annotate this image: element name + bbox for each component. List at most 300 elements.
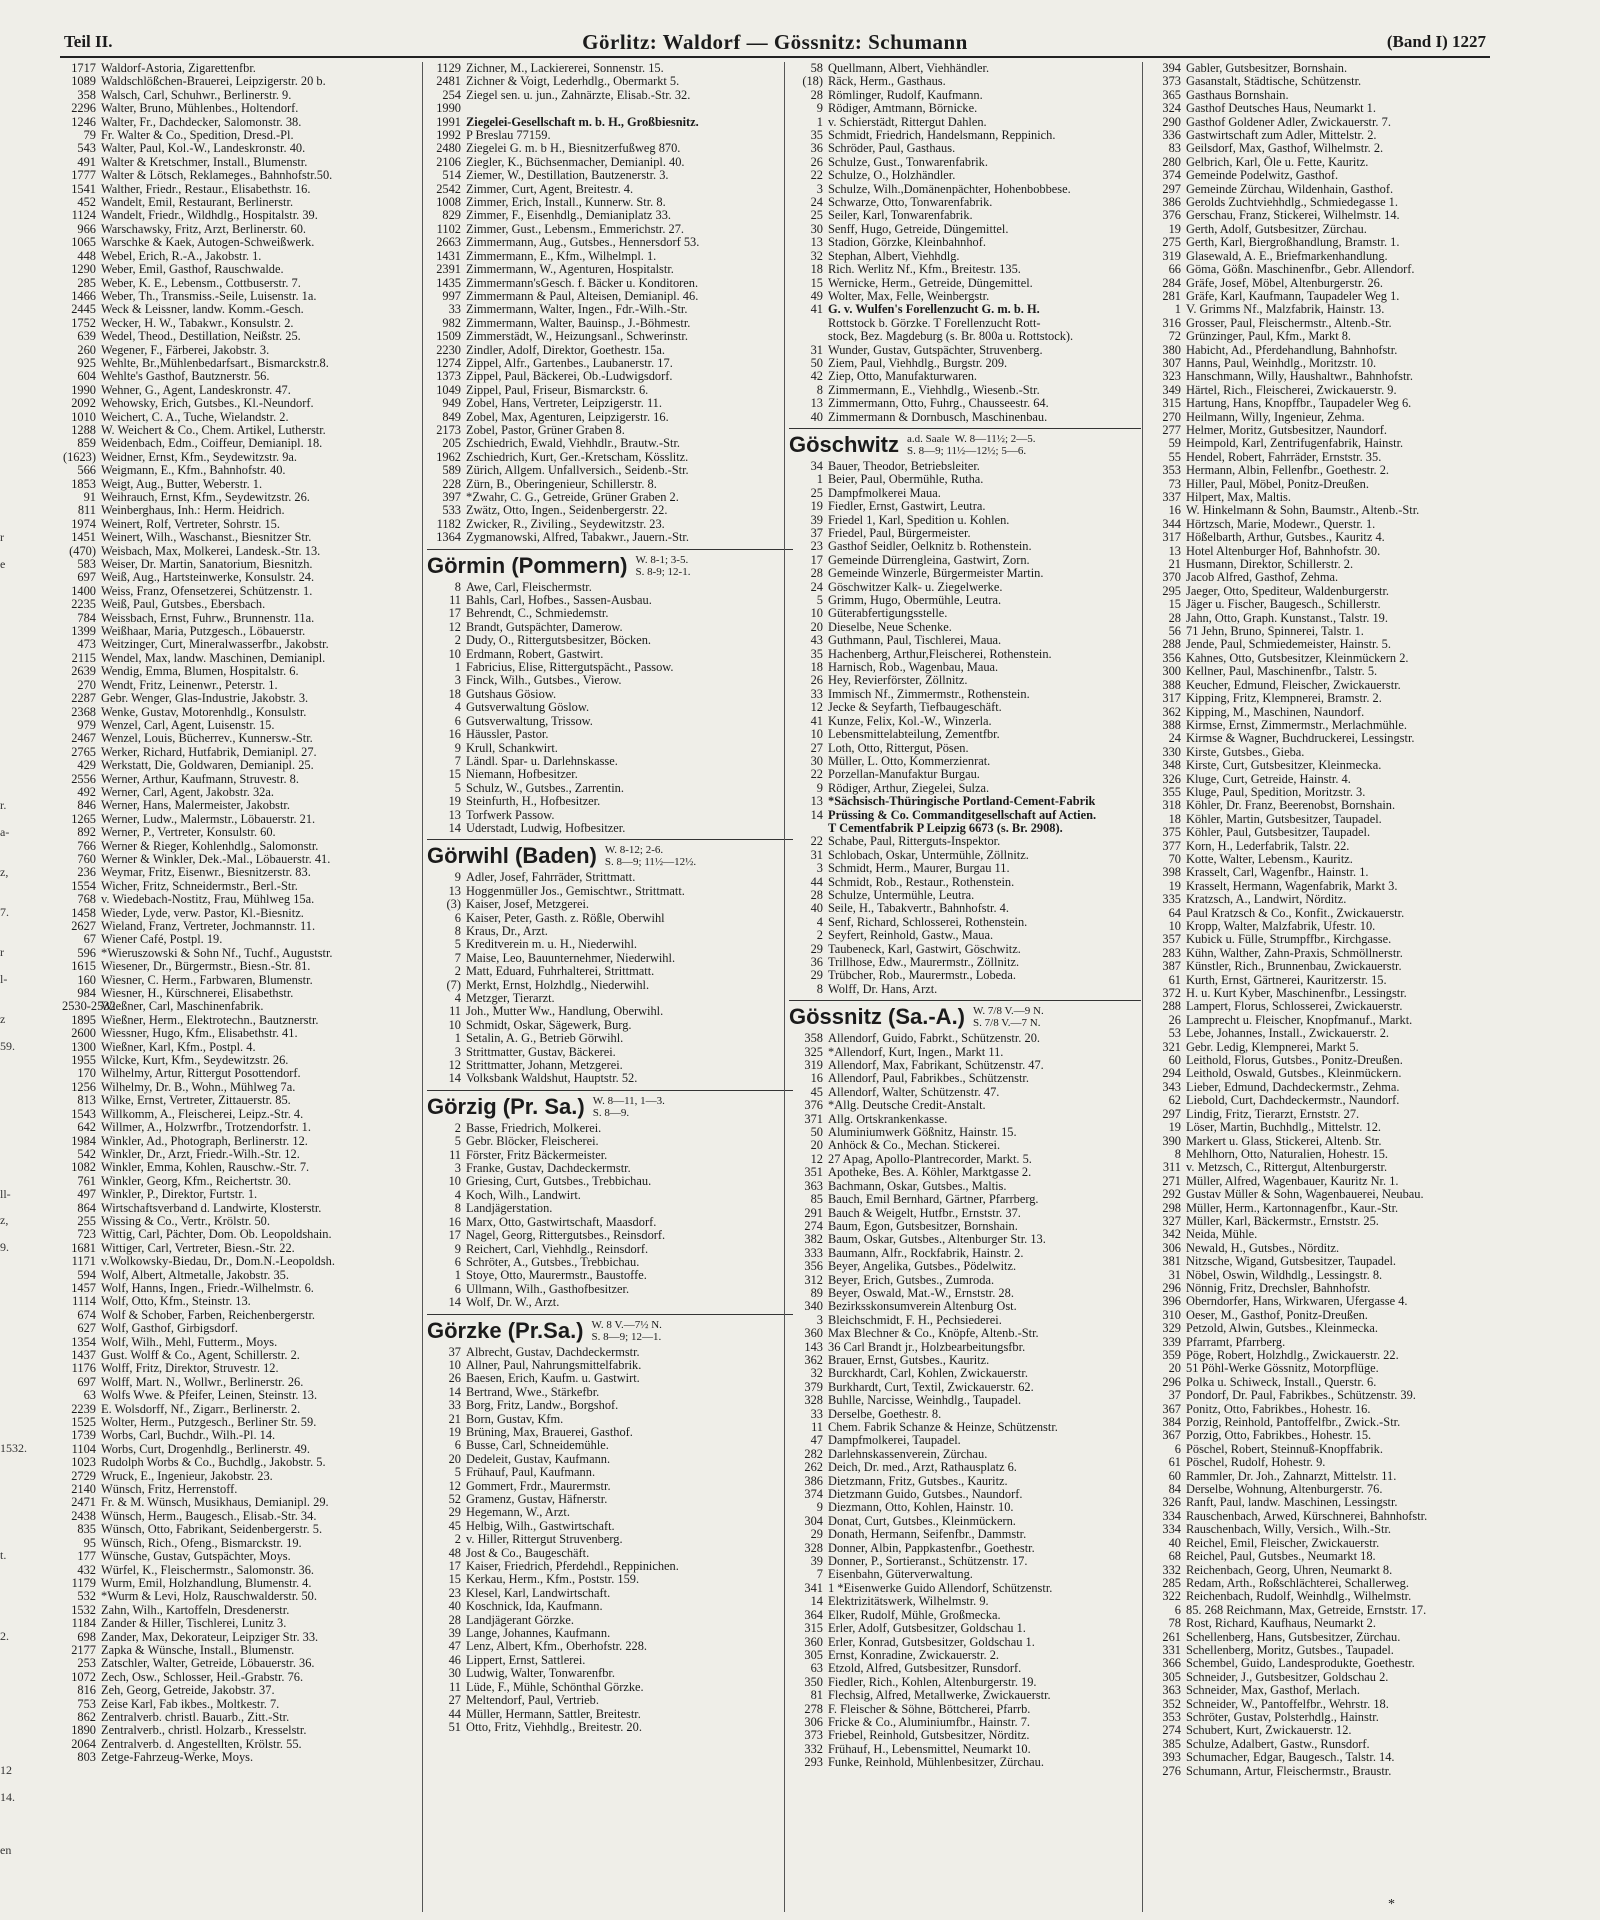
directory-entry	[789, 1153, 1141, 1166]
subscriber-text: Wilke, Ernst, Vertreter, Zittauerstr. 85.	[101, 1094, 291, 1108]
phone-number: 2765	[71, 745, 96, 759]
phone-number: 2235	[71, 598, 96, 612]
subscriber-text: Schröter, A., Gutsbes., Trebbichau.	[466, 1255, 640, 1269]
subscriber-text: Brauer, Ernst, Gutsbes., Kauritz.	[828, 1353, 990, 1367]
phone-number: 753	[77, 1697, 96, 1711]
subscriber-text: Ziegelei G. m. b H., Biesnitzerfußweg 870.	[466, 142, 681, 156]
phone-number: 387	[1162, 960, 1181, 974]
subscriber-text: Schembel, Guido, Landesprodukte, Goethestr.	[1186, 1657, 1415, 1671]
directory-entry	[1147, 1416, 1497, 1429]
phone-number: 13	[448, 808, 461, 822]
subscriber-text: Buhlle, Narcisse, Weinhdlg., Taupadel.	[828, 1394, 1022, 1408]
subscriber-text: Born, Gustav, Kfm.	[466, 1412, 564, 1426]
subscriber-text: Brandt, Gutspächter, Damerow.	[466, 620, 623, 634]
directory-entry	[62, 156, 410, 169]
subscriber-text: G. v. Wulfen's Forellenzucht G. m. b. H.	[828, 303, 1040, 317]
phone-number: 514	[442, 169, 461, 183]
phone-number: 697	[77, 1375, 96, 1389]
subscriber-text: Rudolph Worbs & Co., Buchdlg., Jakobstr. 5.	[101, 1456, 326, 1470]
subscriber-text: Funke, Reinhold, Mühlenbesitzer, Zürchau.	[828, 1756, 1044, 1770]
subscriber-text: Pondorf, Dr. Paul, Fabrikbes., Schützenstr. 39.	[1186, 1389, 1416, 1403]
subscriber-text: Weichert, C. A., Tuche, Wielandstr. 2.	[101, 410, 289, 424]
subscriber-text: Wenzel, Louis, Bücherrev., Kunnersw.-Str.	[101, 732, 313, 746]
phone-number: 270	[77, 678, 96, 692]
subscriber-text: Weiß, Paul, Gutsbes., Ebersbach.	[101, 598, 266, 612]
directory-entry	[62, 223, 410, 236]
phone-number: 1962	[436, 450, 461, 464]
directory-entry	[789, 929, 1141, 942]
phone-number: 306	[804, 1715, 823, 1729]
subscriber-text: Friedel, Paul, Bürgermeister.	[828, 527, 971, 540]
subscriber-text: Stephan, Albert, Viehhdlg.	[828, 249, 960, 263]
subscriber-text: Strittmatter, Johann, Metzgerei.	[466, 1059, 623, 1073]
directory-entry	[789, 755, 1141, 768]
directory-entry	[1147, 1081, 1497, 1094]
directory-entry	[62, 303, 410, 316]
phone-number: 62	[1168, 1094, 1181, 1108]
directory-entry	[1147, 773, 1497, 786]
subscriber-text: Pfarramt, Pfarrberg.	[1186, 1335, 1286, 1349]
directory-entry	[789, 487, 1141, 500]
phone-number: 160	[77, 973, 96, 987]
directory-entry	[1147, 1054, 1497, 1067]
phone-number: 5	[454, 938, 461, 952]
phone-number: 274	[804, 1219, 823, 1233]
directory-entry	[789, 1247, 1141, 1260]
phone-number: 849	[442, 410, 461, 424]
phone-number: 283	[1162, 946, 1181, 960]
subscriber-text: Weymar, Fritz, Eisenwr., Biesnitzerstr. 83.	[101, 866, 311, 880]
phone-number: 25	[810, 209, 823, 223]
directory-entry	[789, 835, 1141, 848]
subscriber-text: Gelbrich, Karl, Öle u. Fette, Kauritz.	[1186, 155, 1369, 169]
phone-number: 2296	[71, 102, 96, 116]
directory-entry	[789, 116, 1141, 129]
subscriber-text: Weidner, Ernst, Kfm., Seydewitzstr. 9a.	[101, 450, 298, 464]
directory-entry	[427, 303, 793, 316]
directory-entry	[62, 558, 410, 571]
directory-entry	[427, 1708, 793, 1721]
directory-entry	[1147, 598, 1497, 611]
subscriber-text: Etzold, Alfred, Gutsbesitzer, Runsdorf.	[828, 1662, 1022, 1676]
subscriber-text: Schneider, Max, Gasthof, Merlach.	[1186, 1684, 1360, 1698]
subscriber-text: Beyer, Angelika, Gutsbes., Pödelwitz.	[828, 1260, 1017, 1274]
directory-entry	[789, 384, 1141, 397]
directory-entry	[1147, 1711, 1497, 1724]
directory-entry	[62, 1242, 410, 1255]
directory-entry	[789, 969, 1141, 982]
subscriber-text: Schröter, Gustav, Polsterhdlg., Hainstr.	[1186, 1710, 1379, 1724]
directory-entry	[789, 876, 1141, 889]
phone-number: 25	[810, 486, 823, 500]
directory-entry	[427, 1019, 793, 1032]
subscriber-text: Baumann, Alfr., Rockfabrik, Hainstr. 2.	[828, 1246, 1024, 1260]
phone-number: 255	[77, 1214, 96, 1228]
directory-entry	[427, 129, 793, 142]
phone-number: 864	[77, 1201, 96, 1215]
subscriber-text: Wenzel, Carl, Agent, Luisenstr. 15.	[101, 718, 275, 732]
directory-entry	[427, 1614, 793, 1627]
subscriber-text: Wolf, Wilh., Mehl, Futterm., Moys.	[101, 1335, 278, 1349]
directory-entry	[62, 75, 410, 88]
subscriber-text: Zindler, Adolf, Direktor, Goethestr. 15a.	[466, 343, 665, 357]
subscriber-text: Maise, Leo, Bauunternehmer, Niederwihl.	[466, 951, 676, 965]
subscriber-text: Wolf, Otto, Kfm., Steinstr. 13.	[101, 1295, 251, 1309]
footnote-mark: *	[1388, 1897, 1395, 1912]
phone-number: 1023	[71, 1456, 96, 1470]
phone-number: 20	[810, 1139, 823, 1153]
phone-number: 816	[77, 1684, 96, 1698]
phone-number: 497	[77, 1188, 96, 1202]
subscriber-text: Wunder, Gustav, Gutspächter, Struvenberg.	[828, 343, 1043, 357]
directory-entry	[789, 223, 1141, 236]
directory-entry	[62, 974, 410, 987]
phone-number: 6	[454, 714, 461, 728]
directory-entry	[789, 527, 1141, 540]
subscriber-text: Werner & Rieger, Kohlenhdlg., Salomonstr.	[101, 839, 319, 853]
phone-number: 22	[810, 768, 823, 782]
directory-entry	[1147, 920, 1497, 933]
phone-number: 37	[810, 527, 823, 540]
phone-number: 341	[804, 1581, 823, 1595]
subscriber-text: Zeh, Georg, Getreide, Jakobstr. 37.	[101, 1684, 275, 1698]
directory-entry	[789, 156, 1141, 169]
subscriber-text: Werner, Hans, Malermeister, Jakobstr.	[101, 799, 290, 813]
directory-entry	[62, 344, 410, 357]
subscriber-text: Schellenberg, Moritz, Gutsbes., Taupadel.	[1186, 1643, 1394, 1657]
phone-number: 19	[448, 795, 461, 809]
directory-entry	[427, 1493, 793, 1506]
phone-number: 45	[448, 1519, 461, 1533]
phone-number: 432	[77, 1563, 96, 1577]
phone-number: 19	[1168, 222, 1181, 236]
phone-number: 356	[1162, 651, 1181, 665]
directory-entry	[789, 1448, 1141, 1461]
phone-number: 3	[816, 182, 823, 196]
phone-number: 325	[804, 1045, 823, 1059]
phone-number: 2106	[436, 155, 461, 169]
subscriber-text: Göma, Gößn. Maschinenfbr., Gebr. Allendorf.	[1186, 263, 1415, 277]
subscriber-text: Weisbach, Max, Molkerei, Landesk.-Str. 13.	[101, 544, 321, 558]
subscriber-text: v. Metzsch, C., Rittergut, Altenburgerstr.	[1186, 1161, 1388, 1175]
directory-entry	[427, 1283, 793, 1296]
subscriber-text: Wolf, Dr. W., Arzt.	[466, 1296, 560, 1310]
phone-number: 9	[816, 1501, 823, 1515]
subscriber-text: Hotel Altenburger Hof, Bahnhofstr. 30.	[1186, 544, 1381, 558]
directory-entry	[789, 1180, 1141, 1193]
subscriber-text: Ziegler, K., Büchsenmacher, Demianipl. 40.	[466, 155, 685, 169]
phone-number: 319	[1162, 249, 1181, 263]
subscriber-text: Anhöck & Co., Mechan. Stickerei.	[828, 1139, 1001, 1153]
subscriber-text: P Breslau 77159.	[466, 129, 551, 143]
subscriber-text: Römlinger, Rudolf, Kaufmann.	[828, 88, 983, 102]
directory-entry	[789, 715, 1141, 728]
subscriber-text: Fr. Walter & Co., Spedition, Dresd.-Pl.	[101, 129, 294, 143]
directory-entry	[427, 102, 793, 115]
subscriber-text: Zippel, Paul, Friseur, Bismarckstr. 6.	[466, 383, 649, 397]
subscriber-text: Helmer, Moritz, Gutsbesitzer, Naundorf.	[1186, 423, 1387, 437]
phone-number: 10	[448, 647, 461, 661]
directory-entry	[62, 1604, 410, 1617]
phone-number: 376	[1162, 209, 1181, 223]
directory-entry	[427, 898, 793, 911]
subscriber-text: Bachmann, Oskar, Gutsbes., Maltis.	[828, 1179, 1007, 1193]
subscriber-text: Gerth, Karl, Biergroßhandlung, Bramstr. 1.	[1186, 236, 1400, 250]
directory-entry	[62, 933, 410, 946]
directory-entry	[427, 1162, 793, 1175]
subscriber-text: Zwätz, Otto, Ingen., Seidenbergerstr. 22.	[466, 504, 668, 518]
directory-entry	[427, 1046, 793, 1059]
subscriber-text: Künstler, Rich., Brunnenbau, Zwickauerstr.	[1186, 960, 1402, 974]
subscriber-text: Kirste, Curt, Gutsbesitzer, Kleinmecka.	[1186, 759, 1382, 773]
directory-entry	[1147, 759, 1497, 772]
subscriber-text: Donat, Curt, Gutsbes., Kleinmückern.	[828, 1514, 1016, 1528]
subscriber-text: Wiesner, C. Herm., Farbwaren, Blumenstr.	[101, 973, 313, 987]
phone-number: 388	[1162, 678, 1181, 692]
subscriber-text: Nöbel, Oswin, Wildhdlg., Lessingstr. 8.	[1186, 1268, 1383, 1282]
subscriber-text: Koschnick, Ida, Kaufmann.	[466, 1600, 603, 1614]
directory-entry	[62, 692, 410, 705]
subscriber-text: W. Hinkelmann & Sohn, Baumstr., Altenb.-Str.	[1186, 504, 1420, 518]
directory-entry	[789, 1086, 1141, 1099]
directory-entry	[789, 1756, 1141, 1769]
directory-entry	[427, 89, 793, 102]
phone-number: 291	[804, 1206, 823, 1220]
phone-number: 1543	[71, 1107, 96, 1121]
subscriber-text: F. Fleischer & Söhne, Böttcherei, Pfarrb.	[828, 1702, 1031, 1716]
phone-number: 52	[448, 1493, 461, 1506]
directory-entry	[1147, 840, 1497, 853]
directory-entry	[62, 1027, 410, 1040]
directory-entry	[62, 1295, 410, 1308]
subscriber-text: Steinfurth, H., Hofbesitzer.	[466, 795, 601, 809]
directory-entry	[427, 1547, 793, 1560]
phone-number: 19	[448, 1425, 461, 1439]
directory-entry	[1147, 933, 1497, 946]
phone-number: 373	[804, 1729, 823, 1743]
directory-entry	[789, 102, 1141, 115]
phone-number: 89	[810, 1286, 823, 1300]
phone-number: 270	[1162, 410, 1181, 424]
subscriber-text: 36 Carl Brandt jr., Holzbearbeitungsfbr.	[828, 1340, 1026, 1354]
subscriber-text: Wecker, H. W., Tabakwr., Konsulstr. 2.	[101, 316, 294, 330]
phone-number: 310	[1162, 1308, 1181, 1322]
phone-number: 305	[804, 1648, 823, 1662]
subscriber-text: Güterabfertigungsstelle.	[828, 607, 948, 621]
margin-fragment: t.	[0, 1548, 7, 1563]
phone-number: 697	[77, 571, 96, 585]
directory-entry	[62, 1349, 410, 1362]
phone-number: 543	[77, 142, 96, 156]
subscriber-text: Weber, Emil, Gasthof, Rauschwalde.	[101, 263, 284, 277]
directory-entry	[1147, 625, 1497, 638]
directory-entry	[62, 679, 410, 692]
subscriber-text: Elektrizitätswerk, Wilhelmstr. 9.	[828, 1595, 989, 1609]
phone-number: 1124	[71, 209, 96, 223]
subscriber-text: 51 Pöhl-Werke Gössnitz, Motorpflüge.	[1186, 1362, 1379, 1376]
subscriber-text: Wegener, F., Färberei, Jakobstr. 3.	[101, 343, 270, 357]
phone-number: 16	[1168, 504, 1181, 518]
directory-entry	[1147, 813, 1497, 826]
phone-number: 26	[1168, 1013, 1181, 1027]
subscriber-text: Fiedler, Ernst, Gastwirt, Leutra.	[828, 500, 986, 514]
phone-number: 3	[454, 674, 461, 688]
directory-entry	[789, 607, 1141, 620]
phone-number: 1265	[71, 812, 96, 826]
phone-number: 1990	[436, 102, 461, 116]
phone-number: 2445	[71, 303, 96, 317]
directory-entry	[62, 209, 410, 222]
subscriber-text: Bertrand, Wwe., Stärkefbr.	[466, 1385, 600, 1399]
directory-entry	[427, 411, 793, 424]
phone-number: 6	[454, 1439, 461, 1453]
subscriber-text: Häussler, Pastor.	[466, 728, 549, 742]
subscriber-text: Pöschel, Rudolf, Hohestr. 9.	[1186, 1456, 1326, 1470]
subscriber-text: Schulze, Adalbert, Gastw., Runsdorf.	[1186, 1737, 1370, 1751]
phone-number: 18	[448, 687, 461, 701]
directory-entry	[1147, 612, 1497, 625]
directory-entry	[427, 1005, 793, 1018]
subscriber-text: Ponitz, Otto, Fabrikbes., Hohestr. 16.	[1186, 1402, 1371, 1416]
phone-number: 353	[1162, 464, 1181, 478]
phone-number: 4	[454, 992, 461, 1005]
subscriber-text: Kraus, Dr., Arzt.	[466, 924, 548, 938]
phone-number: 17	[810, 553, 823, 567]
margin-fragment: z,	[0, 1213, 9, 1228]
phone-number: 3	[454, 1045, 461, 1059]
subscriber-text: Würfel, K., Fleischermstr., Salomonstr. 36.	[101, 1563, 315, 1577]
subscriber-text: Jacob Alfred, Gasthof, Zehma.	[1186, 571, 1339, 585]
phone-number: 1102	[436, 222, 461, 236]
directory-entry	[1147, 1657, 1497, 1670]
directory-entry	[1147, 545, 1497, 558]
subscriber-text: Zimmermann & Dornbusch, Maschinenbau.	[828, 410, 1048, 424]
page-title: Görlitz: Waldorf — Gössnitz: Schumann	[582, 30, 968, 54]
directory-entry	[427, 1480, 793, 1493]
subscriber-text: Zentralverb., christl. Holzarb., Kresselstr.	[101, 1724, 307, 1738]
directory-entry	[62, 129, 410, 142]
directory-entry	[1147, 451, 1497, 464]
phone-number: 835	[77, 1523, 96, 1537]
phone-number: 58	[810, 62, 823, 75]
subscriber-text: Grimm, Hugo, Obermühle, Leutra.	[828, 594, 1002, 608]
subscriber-text: Krull, Schankwirt.	[466, 741, 558, 755]
subscriber-text: Gasthof Deutsches Haus, Neumarkt 1.	[1186, 102, 1376, 116]
directory-entry	[1147, 1027, 1497, 1040]
subscriber-text: Walter, Bruno, Mühlenbes., Holtendorf.	[101, 102, 299, 116]
margin-fragment: en	[0, 1843, 12, 1858]
subscriber-text: Reichel, Paul, Gutsbes., Neumarkt 18.	[1186, 1550, 1376, 1564]
phone-number: 1	[1174, 303, 1181, 317]
subscriber-text: Göschwitzer Kalk- u. Ziegelwerke.	[828, 580, 1003, 594]
phone-number: 583	[77, 558, 96, 572]
subscriber-text: Donath, Hermann, Seifenfbr., Dammstr.	[828, 1528, 1027, 1542]
phone-number: 12	[810, 701, 823, 715]
directory-entry	[1147, 880, 1497, 893]
subscriber-text: Wiessner, Hugo, Kfm., Elisabethstr. 41.	[101, 1027, 298, 1041]
subscriber-text: Allendorf, Paul, Fabrikbes., Schützenstr.	[828, 1072, 1029, 1086]
directory-entry	[62, 853, 410, 866]
phone-number: 72	[1168, 330, 1181, 344]
subscriber-text: Pöge, Robert, Holzhdlg., Zwickauerstr. 22.	[1186, 1349, 1399, 1362]
directory-entry	[62, 518, 410, 531]
directory-entry	[62, 397, 410, 410]
subscriber-text: Jost & Co., Baugeschäft.	[466, 1546, 590, 1560]
phone-number: 9	[454, 871, 461, 885]
subscriber-text: Wolff, Mart. N., Wollwr., Berlinerstr. 26.	[101, 1375, 304, 1389]
phone-number: 8	[454, 1202, 461, 1216]
directory-entry	[62, 1443, 410, 1456]
subscriber-text: Gabler, Gutsbesitzer, Bornshain.	[1186, 62, 1348, 75]
directory-entry	[1147, 1765, 1497, 1778]
directory-entry	[789, 263, 1141, 276]
directory-entry	[427, 330, 793, 343]
directory-entry	[427, 1453, 793, 1466]
subscriber-text: Schulze, Untermühle, Leutra.	[828, 888, 975, 902]
phone-number: 7	[454, 951, 461, 965]
directory-entry	[427, 979, 793, 992]
subscriber-text: Zetge-Fahrzeug-Werke, Moys.	[101, 1751, 254, 1765]
directory-entry	[62, 598, 410, 611]
subscriber-text: Wendel, Max, landw. Maschinen, Demianipl.	[101, 651, 326, 665]
phone-number: 2391	[436, 263, 461, 277]
phone-number: 1373	[436, 370, 461, 384]
directory-entry	[62, 1523, 410, 1536]
subscriber-text: Zimmerstädt, W., Heizungsanl., Schwerinstr.	[466, 330, 688, 344]
subscriber-text: Gräfe, Karl, Kaufmann, Taupadeler Weg 1.	[1186, 289, 1400, 303]
phone-number: 1089	[71, 75, 96, 89]
directory-entry	[789, 1113, 1141, 1126]
directory-entry	[789, 397, 1141, 410]
directory-entry	[427, 661, 793, 674]
phone-number: 1895	[71, 1013, 96, 1027]
subscriber-text: *Zwahr, C. G., Getreide, Grüner Graben 2.	[466, 491, 679, 504]
directory-entry	[789, 250, 1141, 263]
directory-entry	[62, 1081, 410, 1094]
phone-number: 1615	[71, 960, 96, 974]
directory-entry	[789, 1381, 1141, 1394]
phone-number: 351	[804, 1166, 823, 1180]
phone-number: 312	[804, 1273, 823, 1287]
directory-entry	[427, 1399, 793, 1412]
phone-number: 305	[1162, 1670, 1181, 1684]
directory-entry	[1147, 1564, 1497, 1577]
directory-entry	[62, 1564, 410, 1577]
phone-number: 296	[1162, 1375, 1181, 1389]
directory-entry	[427, 809, 793, 822]
subscriber-text: Walter, Fr., Dachdecker, Salomonstr. 38.	[101, 115, 302, 129]
phone-number: 829	[442, 209, 461, 223]
phone-number: 60	[1168, 1469, 1181, 1483]
subscriber-text: Erdmann, Robert, Gastwirt.	[466, 647, 604, 661]
subscriber-text: Wünsch, Otto, Fabrikant, Seidenbergerstr. 5.	[101, 1523, 323, 1537]
phone-number: 11	[811, 1421, 823, 1434]
directory-entry	[62, 1362, 410, 1375]
phone-number: 39	[810, 1555, 823, 1569]
phone-number: 13	[448, 884, 461, 898]
subscriber-text: Worbs, Carl, Buchdr., Wilh.-Pl. 14.	[101, 1429, 276, 1443]
subscriber-text: Newald, H., Gutsbes., Nörditz.	[1186, 1241, 1340, 1255]
directory-entry	[789, 1729, 1141, 1742]
subscriber-text: Prüssing & Co. Commanditgesellschaft auf Actien.	[828, 808, 1097, 822]
phone-number: 373	[1162, 75, 1181, 89]
phone-number: 1114	[72, 1295, 96, 1309]
office-hours-note: a.d. Saale W. 8—11½; 2—5. S. 8—9; 11½—12½; 5—6.	[907, 432, 1036, 457]
directory-entry	[1147, 1590, 1497, 1603]
subscriber-text: Burkhardt, Curt, Textil, Zwickauerstr. 62.	[828, 1380, 1034, 1394]
directory-entry	[62, 1711, 410, 1724]
subscriber-text: Schmidt, Oskar, Sägewerk, Burg.	[466, 1018, 632, 1032]
